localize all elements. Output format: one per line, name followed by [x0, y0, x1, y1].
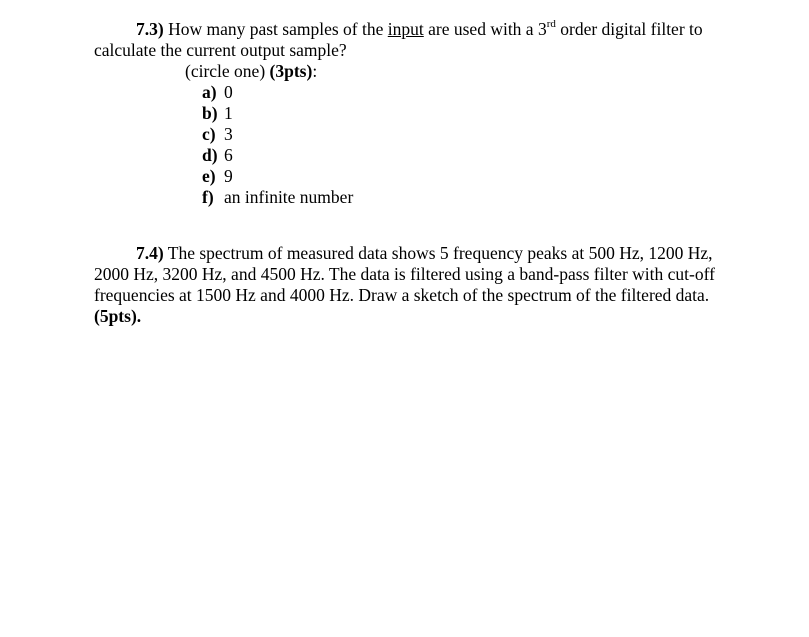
instruction-text: (circle one) — [185, 61, 270, 81]
option-c[interactable] — [202, 124, 754, 145]
option-letter: a) — [202, 82, 217, 102]
option-letter: c) — [202, 124, 216, 144]
question-text: How many past samples of the — [163, 19, 388, 39]
answer-options — [202, 82, 754, 208]
question-7-4 — [94, 243, 754, 327]
option-d[interactable] — [202, 145, 754, 166]
superscript-ordinal: rd — [546, 18, 556, 31]
option-text: an infinite number — [224, 187, 354, 207]
question-7-4-line4 — [94, 306, 754, 327]
points-label: (5pts) — [94, 306, 137, 326]
option-text: 6 — [224, 145, 233, 165]
instruction-colon: : — [312, 61, 318, 81]
question-7-3-line1 — [94, 19, 754, 40]
question-number: 7.4) — [136, 243, 164, 263]
question-7-4-line2: 2000 Hz, 3200 Hz, and 4500 Hz. The data is filtered using a band-pass filter with cut-off — [94, 264, 715, 284]
option-text: 1 — [224, 103, 233, 123]
question-7-4-line3: frequencies at 1500 Hz and 4000 Hz. Draw a sketch of the spectrum of the filtered data. — [94, 285, 710, 305]
option-f[interactable] — [202, 187, 754, 208]
question-7-4-line1 — [94, 243, 754, 264]
option-a[interactable] — [202, 82, 754, 103]
option-text: 0 — [224, 82, 233, 102]
underlined-word: input — [387, 19, 424, 39]
option-e[interactable] — [202, 166, 754, 187]
option-text: 3 — [224, 124, 233, 144]
question-text: are used with a 3 — [423, 19, 547, 39]
points-label: (3pts) — [269, 61, 313, 81]
question-7-3 — [94, 19, 754, 208]
question-number: 7.3) — [136, 19, 164, 39]
points-period: . — [136, 306, 142, 326]
option-b[interactable] — [202, 103, 754, 124]
option-letter: b) — [202, 103, 218, 123]
option-letter: e) — [202, 166, 216, 186]
option-letter: d) — [202, 145, 218, 165]
question-text: The spectrum of measured data shows 5 frequency peaks at 500 Hz, 1200 Hz, — [163, 243, 713, 263]
question-7-3-line2: calculate the current output sample? — [94, 40, 347, 60]
option-text: 9 — [224, 166, 233, 186]
option-letter: f) — [202, 187, 214, 207]
question-text: order digital filter to — [555, 19, 703, 39]
instruction — [185, 61, 754, 82]
